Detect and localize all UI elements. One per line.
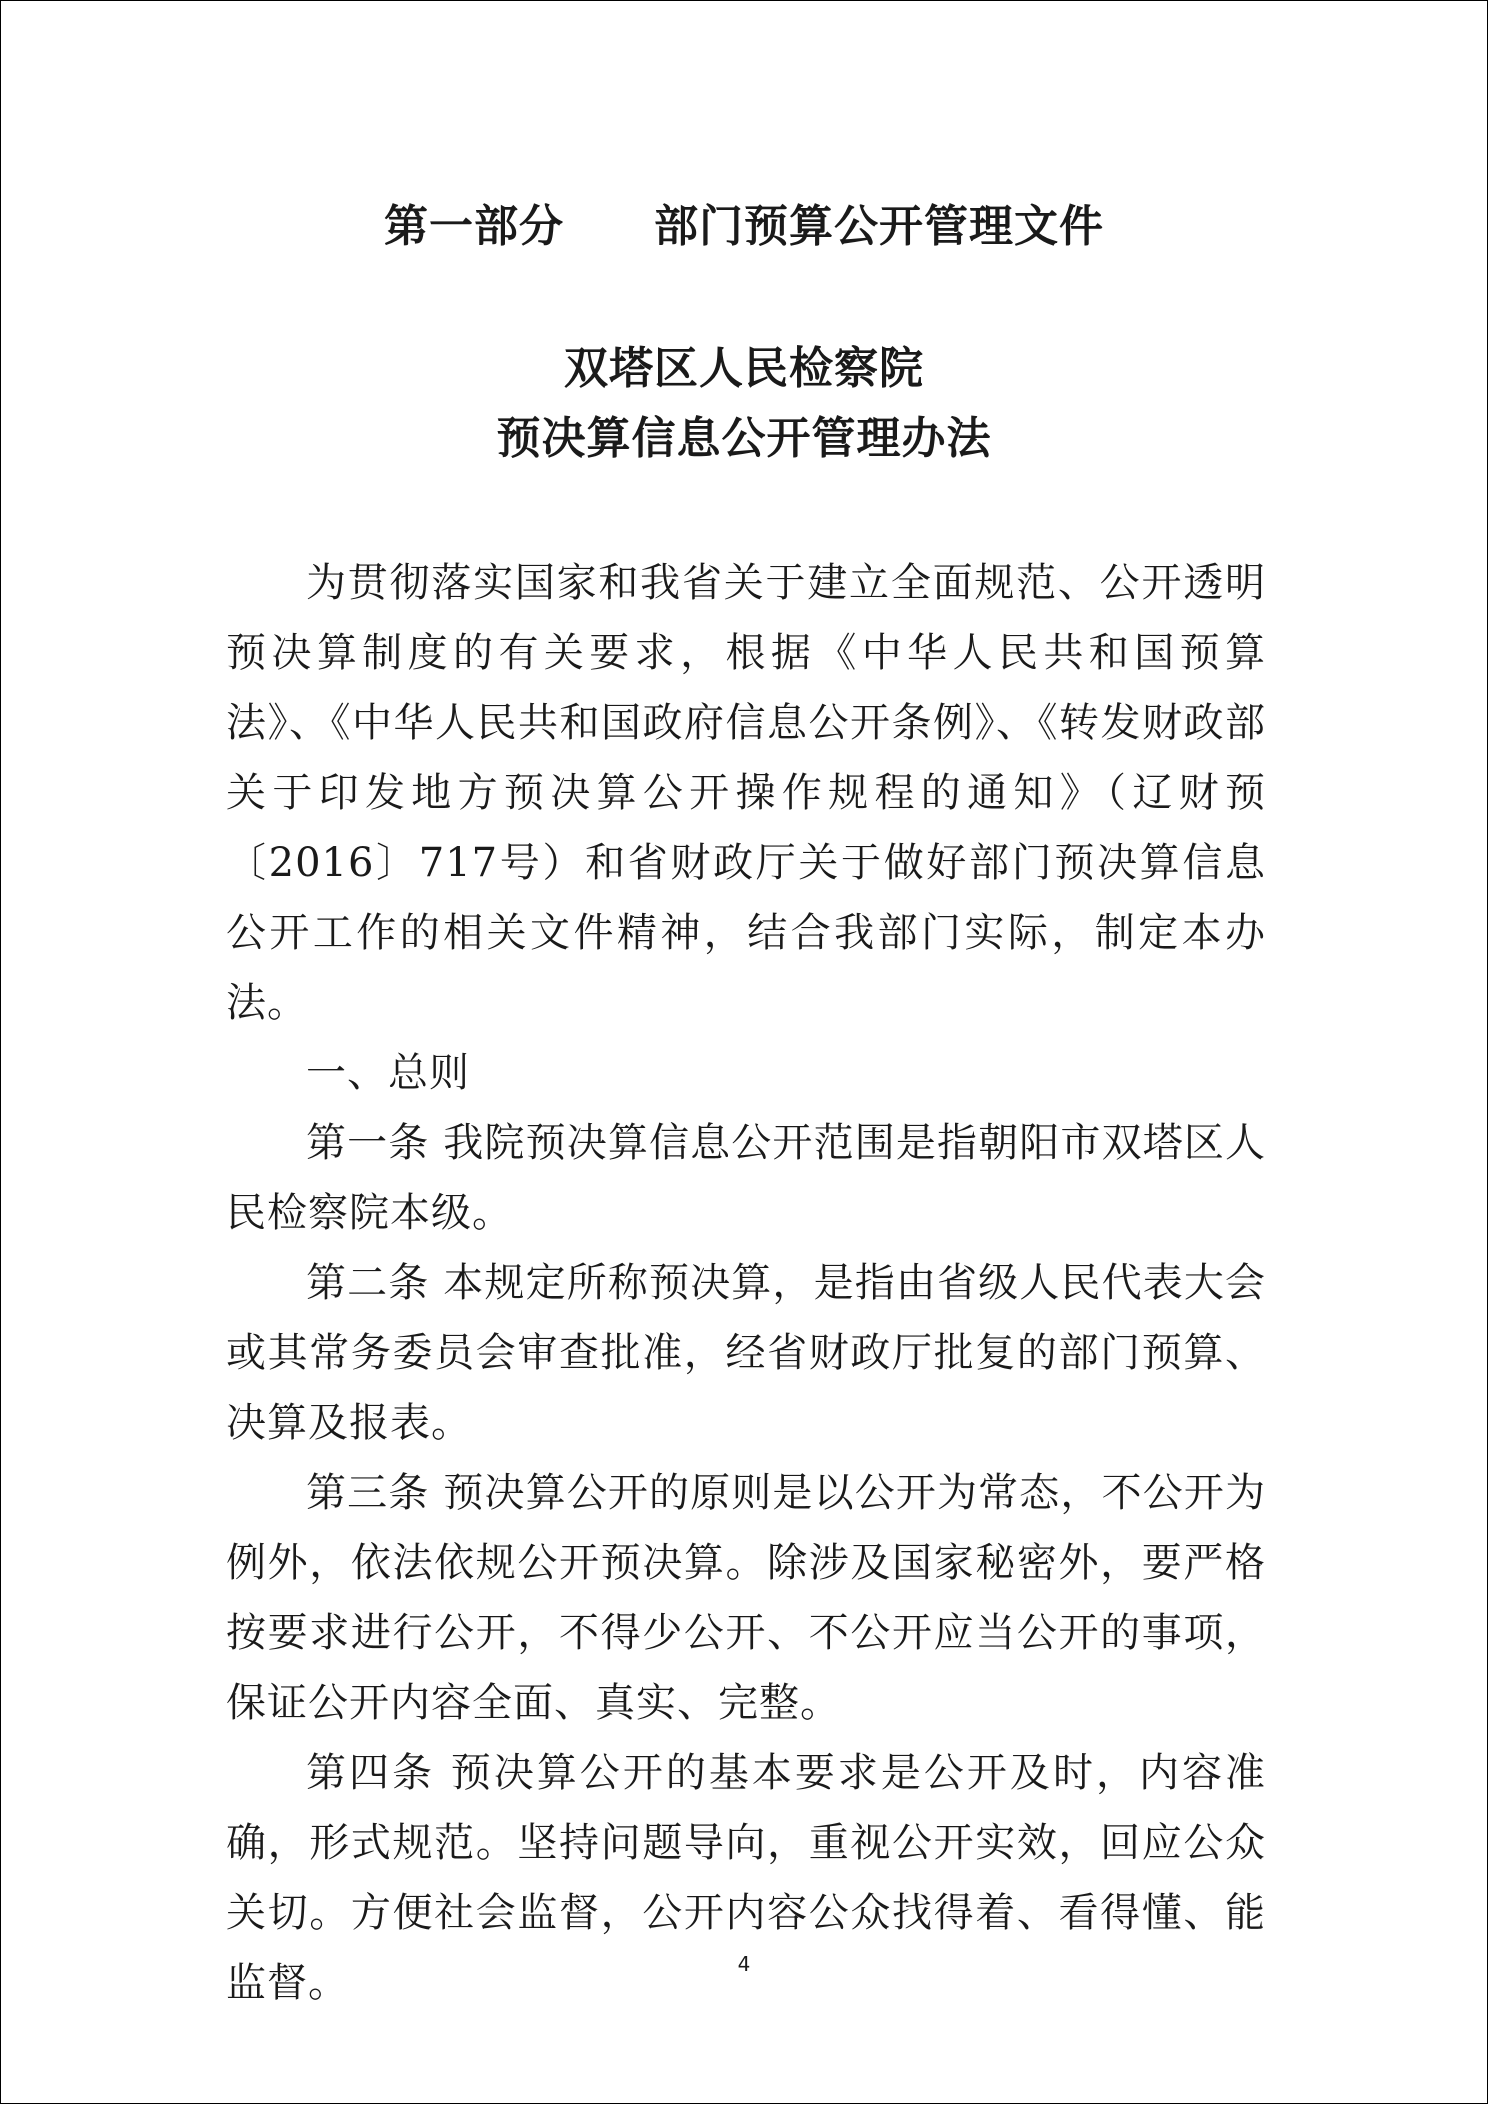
paragraph-intro: 为贯彻落实国家和我省关于建立全面规范、公开透明预决算制度的有关要求，根据《中华人民共和国预算法》、《中华人民共和国政府信息公开条例》、《转发财政部关于印发地方预决算公开操作规程的通知》（辽财预〔2016〕717号）和省财政厅关于做好部门预决算信息公开工作的相关文件精神，结合我部门实际，制定本办法。	[226, 560, 1266, 1026]
document-title-line-2: 预决算信息公开管理办法	[496, 413, 992, 464]
page-number: 4	[737, 1952, 751, 1976]
part-title: 第一部分 部门预算公开管理文件	[384, 201, 1104, 252]
article-1: 第一条 我院预决算信息公开范围是指朝阳市双塔区人民检察院本级。	[226, 1120, 1266, 1236]
article-2: 第二条 本规定所称预决算，是指由省级人民代表大会或其常务委员会审查批准，经省财政厅批复的部门预算、决算及报表。	[226, 1260, 1266, 1446]
article-4: 第四条 预决算公开的基本要求是公开及时，内容准确，形式规范。坚持问题导向，重视公开实效，回应公众关切。方便社会监督，公开内容公众找得着、看得懂、能监督。	[226, 1750, 1266, 2006]
document-title-line-1: 双塔区人民检察院	[564, 343, 924, 394]
document-body	[226, 548, 1266, 2018]
section-heading-general: 一、总则	[306, 1050, 470, 1096]
article-3: 第三条 预决算公开的原则是以公开为常态，不公开为例外，依法依规公开预决算。除涉及国家秘密外，要严格按要求进行公开，不得少公开、不公开应当公开的事项，保证公开内容全面、真实、完整。	[226, 1470, 1266, 1726]
